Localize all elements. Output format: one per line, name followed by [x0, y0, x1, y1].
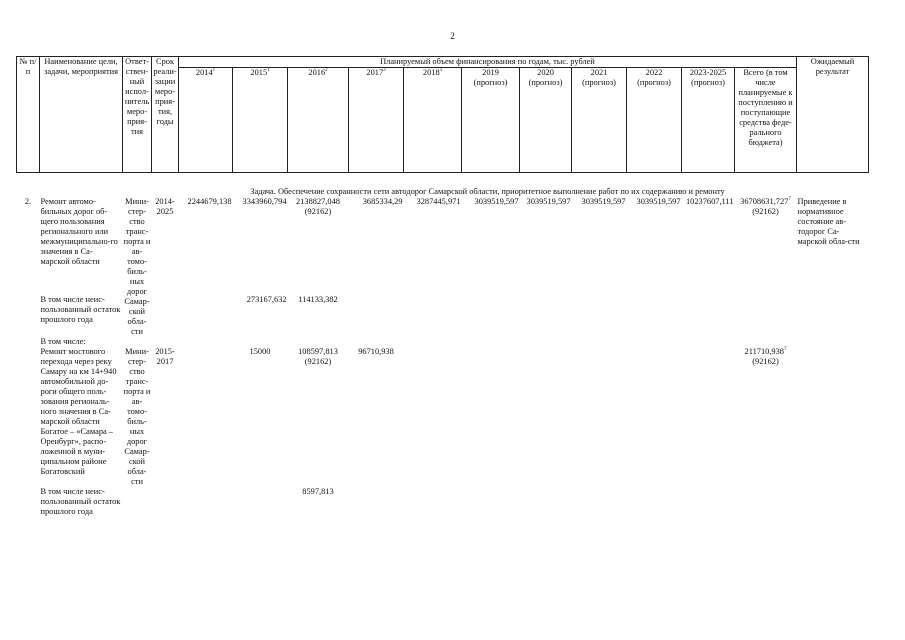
- header-year-2017: 2017$^3$: [349, 68, 404, 173]
- value-2019: 3039519,597: [474, 196, 519, 206]
- header-year-2018: 2018$^3$: [404, 68, 462, 173]
- header-responsible: Ответ-ствен-ный испол-нитель меро-прия-тия: [123, 57, 152, 173]
- row-responsible: Мини-стер-ство транс-порта и ав-томо-биль-ных дорог Самар-ской обла-сти: [123, 346, 151, 486]
- header-year-2019: 2019 (прогноз): [462, 68, 520, 173]
- expected-result: Приведение в нормативное состояние ав-тодорог Са-марской обла-сти: [797, 196, 860, 246]
- value-2020: 3039519,597: [526, 196, 571, 206]
- header-year-2014: 2014$^1$: [179, 68, 233, 173]
- financing-table: [16, 56, 869, 517]
- value-total: 211710,938$^7$ (92162): [744, 346, 787, 366]
- value-2021: 3039519,597: [581, 196, 626, 206]
- value-2016: 108597,813 (92162): [298, 346, 338, 366]
- row-name: В том числе неис-пользованный остаток прошлого года: [40, 294, 121, 324]
- row-responsible: Мини-стер-ство транс-порта и ав-томо-биль-ных дорог Самар-ской обла-сти: [123, 196, 151, 336]
- header-num: № п/п: [17, 57, 40, 173]
- table-row: [17, 197, 869, 295]
- value-2018: 3287445,971: [416, 196, 461, 206]
- value-2015: 15000: [249, 346, 271, 356]
- row-term: 2014-2025: [155, 196, 175, 216]
- table-row: [17, 487, 869, 517]
- value-2016: 114133,382: [298, 294, 338, 304]
- table-row: [17, 337, 869, 347]
- value-2016: 2138827,048 (92162): [296, 196, 340, 216]
- header-year-2020: 2020 (прогноз): [520, 68, 572, 173]
- header-year-2023-2025: 2023-2025 (прогноз): [682, 68, 735, 173]
- value-2014: [179, 347, 233, 487]
- task-title: Задача. Обеспечение сохранности сети автодорог Самарской области, приоритетное выполнение работ по их содержанию и ремонту: [250, 186, 725, 196]
- page-number: 2: [450, 31, 455, 41]
- row-name: Ремонт мостового перехода через реку Самару на км 14+940 автомобильной до-роги общего поль-зования региональ-ного значения в Са-марской области Богатое – «Самара – Оренбург», распо-ложенной в муни-ципальном районе Богатовский: [40, 346, 117, 476]
- value-2015: 3343960,794: [242, 196, 287, 206]
- header-year-2022: 2022 (прогноз): [627, 68, 682, 173]
- value-2017: 96710,938: [358, 346, 394, 356]
- row-number: 2.: [24, 196, 32, 206]
- value-2017: 3685334,29: [362, 196, 403, 206]
- header-year-2016: 2016$^2$: [288, 68, 349, 173]
- header-expected-result: Ожидаемый результат: [797, 57, 869, 173]
- header-term: Срок реали-зации меро-прия-тия, годы: [152, 57, 179, 173]
- header-name: Наименование цели, задачи, мероприятия: [40, 57, 123, 173]
- value-2023-2025: 10237607,111: [685, 196, 734, 206]
- value-2022: 3039519,597: [636, 196, 681, 206]
- header-year-2021: 2021 (прогноз): [572, 68, 627, 173]
- value-2014: 2244679,138: [187, 196, 232, 206]
- table-row: [17, 347, 869, 487]
- value-total: 36708631,727$^7$ (92162): [740, 196, 791, 216]
- header-planned-financing: Планируемый объем финансирования по годам, тыс. рублей: [179, 57, 797, 68]
- row-name: Ремонт автомо-бильных дорог об-щего пользования регионального или межмуниципально-го значения в Са-марской области: [40, 196, 118, 266]
- header-year-2015: 2015$^1$: [233, 68, 288, 173]
- value-2015: 273167,632: [246, 294, 287, 304]
- row-name: В том числе:: [40, 336, 86, 346]
- value-2014: [179, 295, 233, 337]
- header-total: Всего (в том числе планируемые к поступлению и поступающие средства феде-рального бюджета): [735, 68, 797, 173]
- row-term: 2015-2017: [155, 346, 175, 366]
- value-2016: 8597,813: [302, 486, 334, 496]
- row-name: В том числе неис-пользованный остаток прошлого года: [40, 486, 121, 516]
